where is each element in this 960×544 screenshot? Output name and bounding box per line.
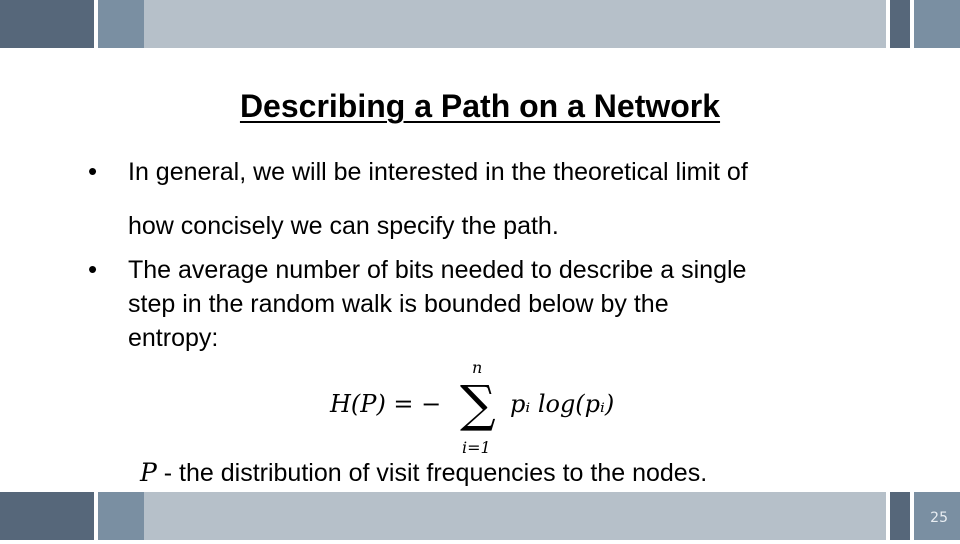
page-number: 25 bbox=[930, 510, 948, 526]
note-symbol: P bbox=[140, 458, 157, 487]
top-bar-segment-2 bbox=[98, 0, 144, 48]
bottom-bar-segment-1 bbox=[0, 492, 94, 540]
slide-title bbox=[0, 88, 960, 125]
bullet-2-line-1: The average number of bits needed to describe a single bbox=[128, 256, 747, 284]
distribution-note bbox=[140, 458, 707, 488]
bullet-1-line-2: how concisely we can specify the path. bbox=[128, 212, 559, 240]
bullet-1-line-1: In general, we will be interested in the theoretical limit of bbox=[128, 158, 748, 186]
note-text: - the distribution of visit frequencies to the nodes. bbox=[156, 459, 708, 487]
bullet-2-line-3: entropy: bbox=[128, 324, 219, 352]
sum-upper-limit: n bbox=[472, 358, 483, 377]
bullet-icon: • bbox=[88, 156, 98, 186]
bottom-bar-segment-2 bbox=[98, 492, 144, 540]
entropy-formula bbox=[330, 358, 650, 458]
top-bar-segment-5 bbox=[914, 0, 960, 48]
bullet-icon: • bbox=[88, 254, 98, 284]
sum-lower-limit: i=1 bbox=[462, 438, 491, 457]
summation-icon: ∑ bbox=[460, 375, 496, 433]
bottom-bar-segment-3 bbox=[144, 492, 886, 540]
top-bar-segment-4 bbox=[890, 0, 910, 48]
bottom-decorative-bar bbox=[0, 492, 960, 540]
formula-rhs: pᵢ log(pᵢ) bbox=[510, 390, 615, 418]
bottom-bar-segment-4 bbox=[890, 492, 910, 540]
bullet-2-line-2: step in the random walk is bounded below by the bbox=[128, 290, 669, 318]
top-bar-segment-1 bbox=[0, 0, 94, 48]
top-bar-segment-3 bbox=[144, 0, 886, 48]
formula-lhs: H(P) = − bbox=[330, 390, 442, 418]
slide-title-text: Describing a Path on a Network bbox=[239, 88, 721, 124]
top-decorative-bar bbox=[0, 0, 960, 48]
